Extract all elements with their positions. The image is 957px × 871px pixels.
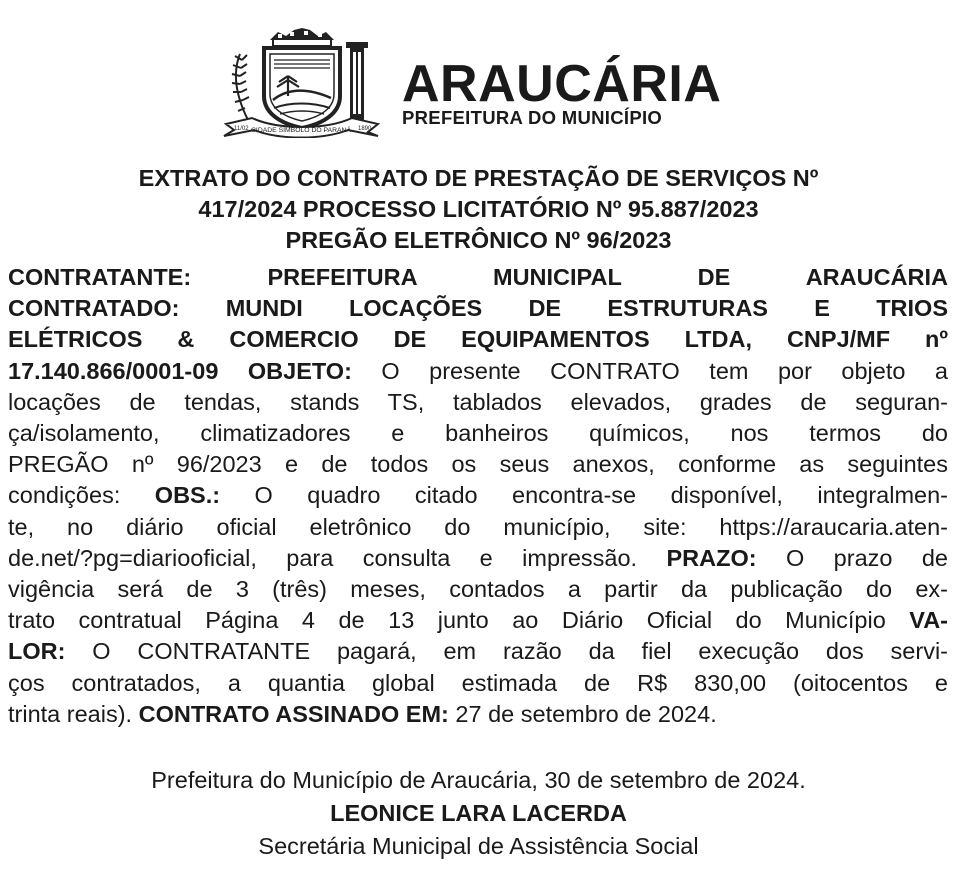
extrato-text: trato contratual Página 4 de 13 junto ao Diário Oficial do Município — [8, 607, 910, 634]
title-line-1: EXTRATO DO CONTRATO DE PRESTAÇÃO DE SERVIÇOS Nº — [138, 165, 819, 191]
body-line-12 — [8, 605, 948, 636]
body-line-11: vigência será de 3 (três) meses, contados a partir da publicação do ex- — [8, 576, 948, 603]
prazo-text: O prazo de — [756, 544, 948, 571]
signature-block — [0, 764, 957, 863]
body-line-10 — [8, 543, 948, 574]
prazo-label: PRAZO: — [666, 544, 757, 571]
objeto-text: O presente CONTRATO tem por objeto a — [351, 357, 948, 384]
contratante-line: CONTRATANTE: PREFEITURA MUNICIPAL DE ARAUCÁRIA — [8, 264, 948, 290]
brand-name: ARAUCÁRIA — [402, 55, 722, 113]
assinado-label: CONTRATO ASSINADO EM: — [138, 700, 449, 727]
valor-text: O CONTRATANTE pagará, em razão da fiel execução dos servi- — [65, 638, 948, 665]
cnpj-objeto-label: 17.140.866/0001-09 OBJETO: — [8, 357, 352, 384]
body-line-6: ça/isolamento, climatizadores e banheiros químicos, nos termos do — [8, 420, 948, 447]
valor-label-part-2: LOR: — [8, 638, 66, 665]
seal-left-year: 11/02 — [234, 126, 249, 132]
contract-body — [8, 262, 948, 730]
brand-logotype — [402, 55, 722, 128]
municipal-seal-emblem — [218, 26, 384, 138]
conditions-text: condições: — [8, 482, 155, 509]
obs-text: O quadro citado encontra-se disponível, integralmen- — [220, 482, 948, 509]
document-title — [0, 163, 957, 256]
signer-role: Secretária Municipal de Assistência Social — [258, 833, 699, 859]
body-line-15 — [8, 699, 948, 730]
seal-right-year: 1890 — [358, 126, 372, 132]
signer-name: LEONICE LARA LACERDA — [330, 800, 627, 826]
page-header — [0, 22, 957, 142]
trinta-reais-text: trinta reais). — [8, 700, 139, 727]
body-line-4 — [8, 356, 948, 387]
body-line-7: PREGÃO nº 96/2023 e de todos os seus anexos, conforme as seguintes — [8, 451, 948, 478]
title-line-3: PREGÃO ELETRÔNICO Nº 96/2023 — [285, 227, 672, 253]
body-line-9: te, no diário oficial eletrônico do município, site: https://araucaria.aten- — [8, 513, 948, 540]
contratado-line-1: CONTRATADO: MUNDI LOCAÇÕES DE ESTRUTURAS E TRIOS — [8, 295, 948, 322]
brand-subtitle: PREFEITURA DO MUNICÍPIO — [402, 107, 663, 128]
body-line-5: locações de tendas, stands TS, tablados elevados, grades de seguran- — [8, 388, 948, 415]
title-line-2: 417/2024 PROCESSO LICITATÓRIO Nº 95.887/2023 — [198, 196, 759, 222]
body-line-14: ços contratados, a quantia global estimada de R$ 830,00 (oitocentos e — [8, 669, 948, 696]
body-line-13 — [8, 636, 948, 667]
site-text: de.net/?pg=diariooficial, para consulta e impressão. — [8, 544, 667, 571]
valor-label-part-1: VA- — [909, 607, 948, 634]
obs-label: OBS.: — [154, 482, 221, 509]
body-line-8 — [8, 480, 948, 511]
contratado-line-2: ELÉTRICOS & COMERCIO DE EQUIPAMENTOS LTDA, CNPJ/MF nº — [8, 326, 948, 353]
seal-ribbon-text: CIDADE SÍMBOLO DO PARANÁ — [251, 127, 351, 134]
assinado-date: 27 de setembro de 2024. — [448, 700, 717, 727]
place-date: Prefeitura do Município de Araucária, 30 de setembro de 2024. — [151, 767, 806, 793]
